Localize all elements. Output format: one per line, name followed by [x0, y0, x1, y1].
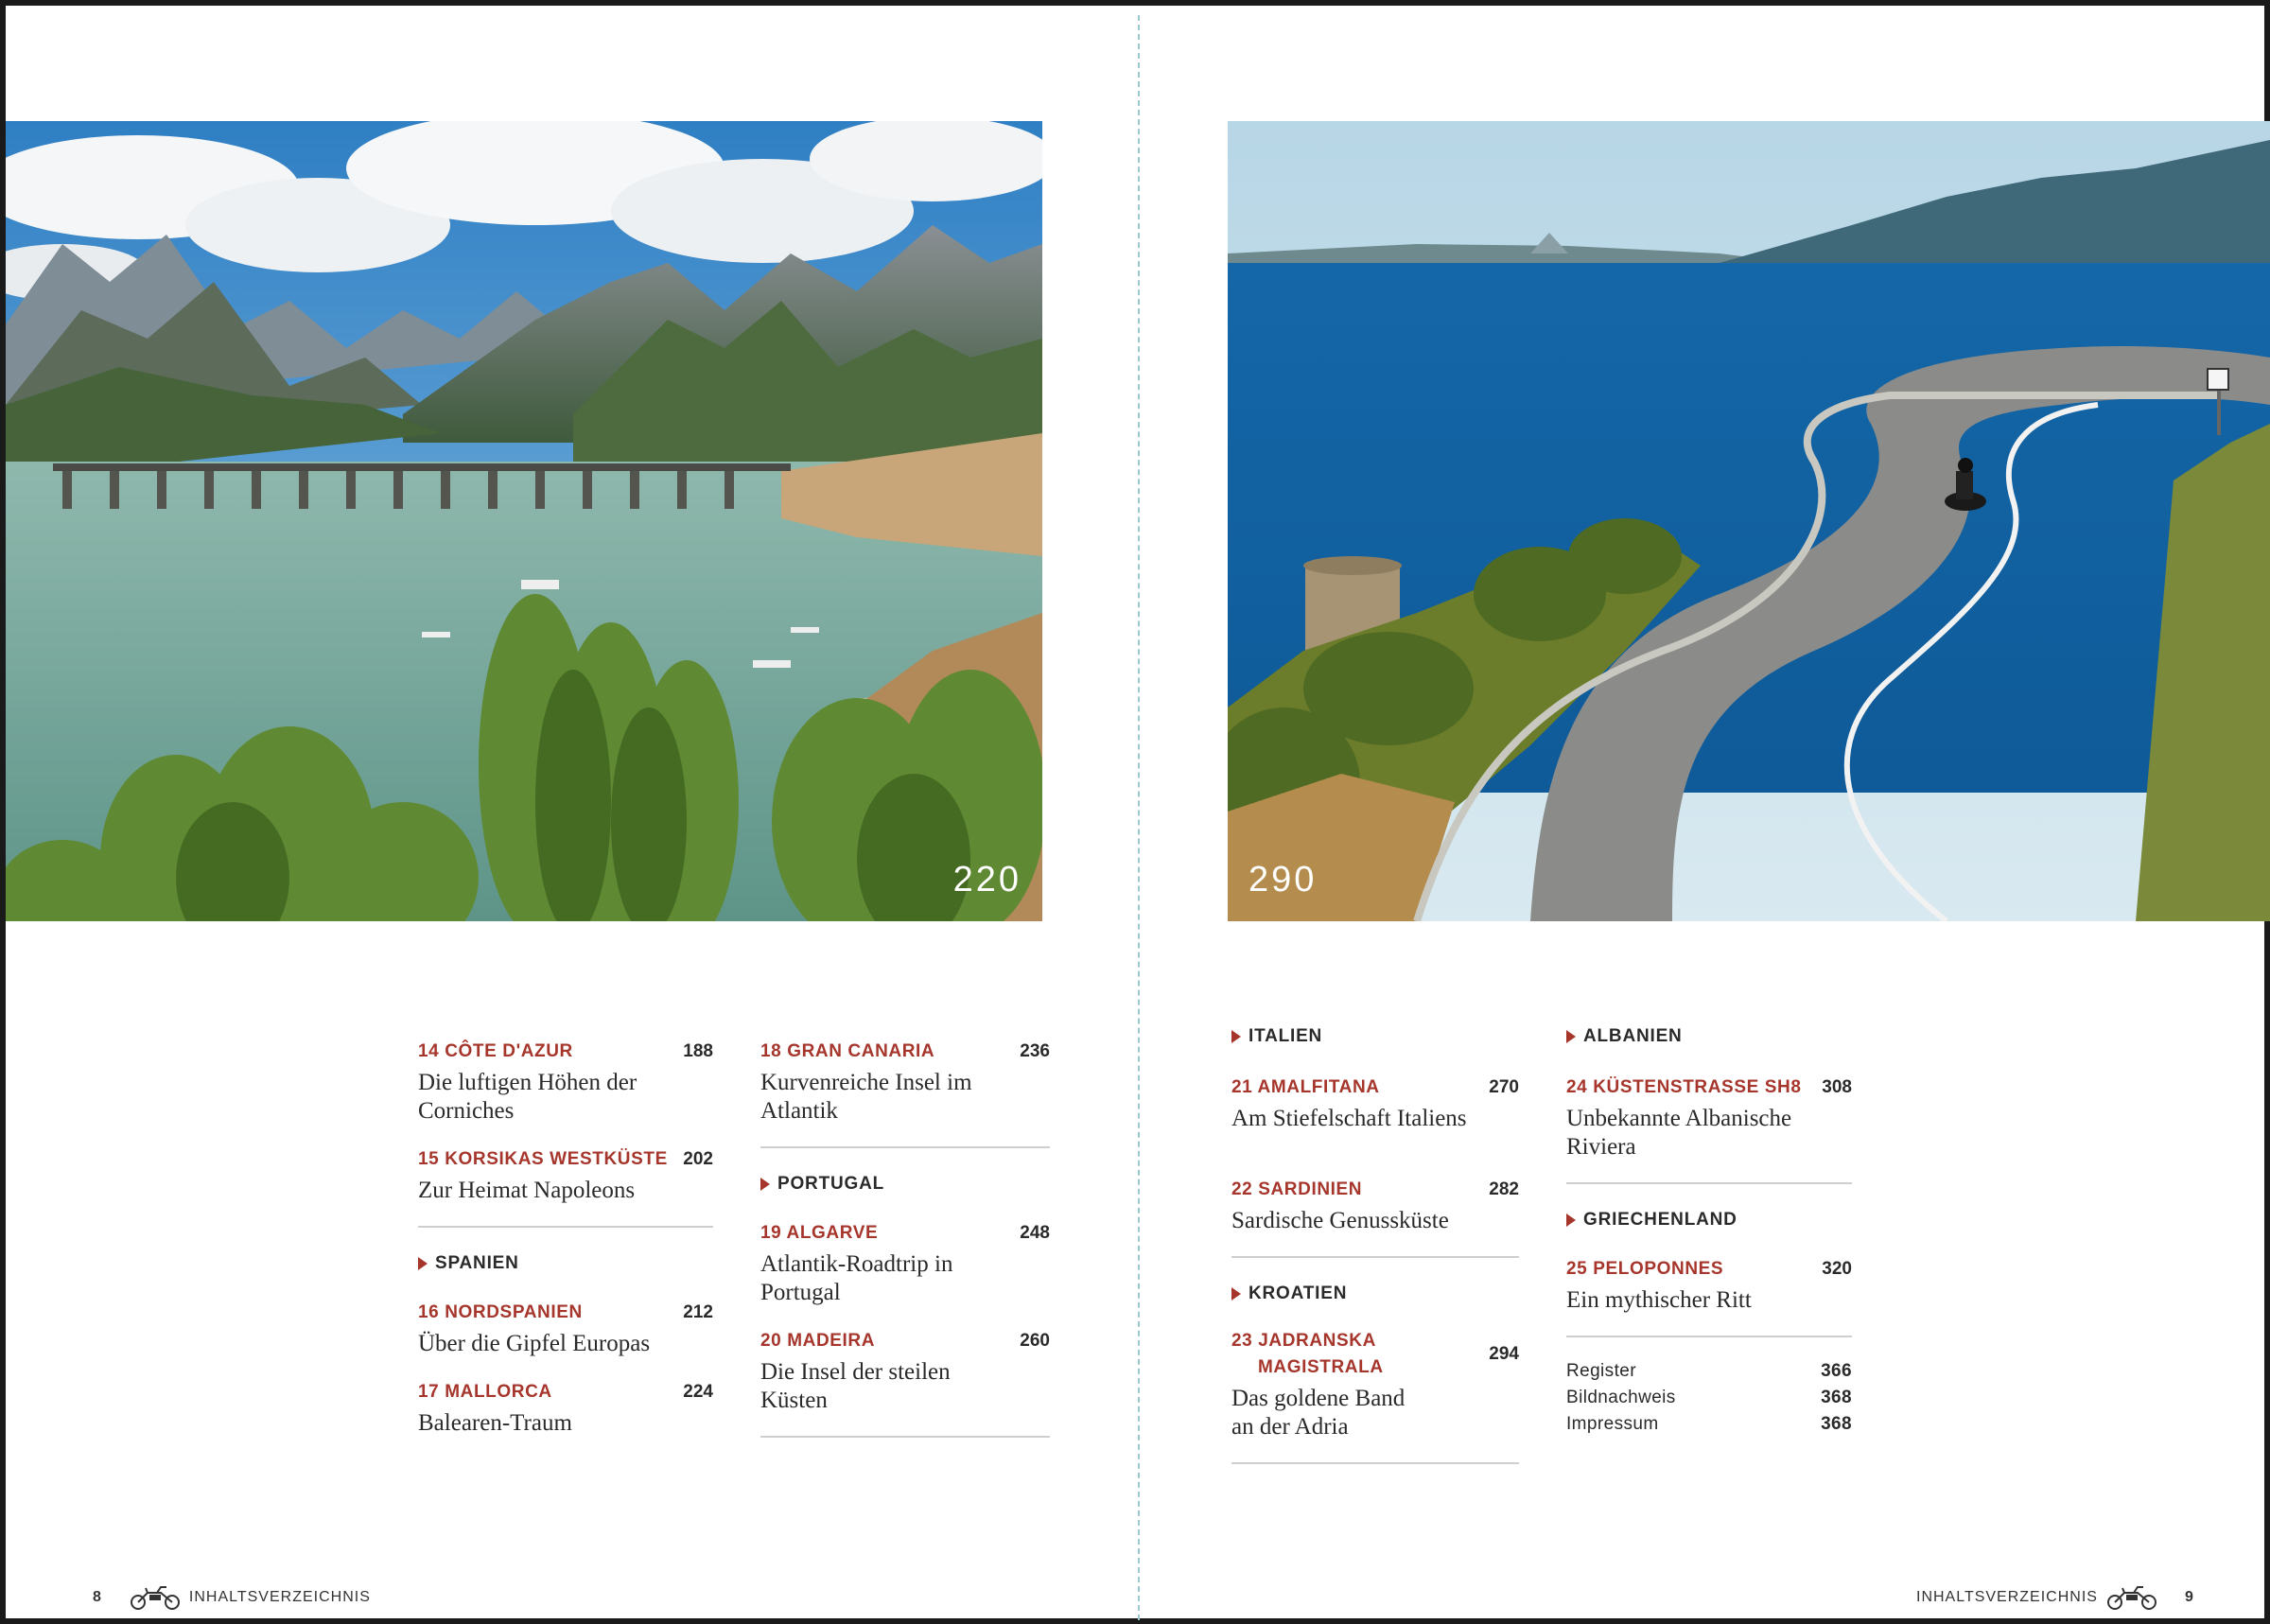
- right-footer: [1916, 1583, 2194, 1612]
- toc-entry-22[interactable]: [1231, 1177, 1519, 1235]
- triangle-right-icon: [1566, 1214, 1576, 1227]
- toc-section-albanien: ALBANIEN: [1566, 1023, 1852, 1050]
- toc-section-kroatien: KROATIEN: [1231, 1281, 1519, 1307]
- divider: [418, 1226, 713, 1228]
- coastal-road-illustration: [1228, 121, 2270, 921]
- toc-entry-page: 308: [1822, 1077, 1852, 1097]
- triangle-right-icon: [760, 1178, 770, 1191]
- divider: [760, 1146, 1050, 1148]
- minor-entry-impressum[interactable]: Impressum 368: [1566, 1414, 1852, 1434]
- toc-entry-subtitle: Die luftigen Höhen der Corniches: [418, 1070, 637, 1124]
- toc-entry-page: 294: [1489, 1344, 1519, 1364]
- gutter-line: [1138, 15, 1140, 1620]
- toc-entry-18[interactable]: [760, 1039, 1050, 1126]
- toc-entry-20[interactable]: [760, 1328, 1050, 1415]
- toc-entry-page: 188: [683, 1041, 713, 1061]
- triangle-right-icon: [1231, 1030, 1241, 1043]
- toc-entry-subtitle: Über die Gipfel Europas: [418, 1331, 651, 1356]
- toc-entry-title: 25 PELOPONNES: [1566, 1259, 1724, 1279]
- divider: [760, 1436, 1050, 1438]
- photo-page-number: 290: [1248, 860, 1318, 899]
- photo-mountain-lake: [6, 121, 1042, 921]
- toc-entry-subtitle: Balearen-Traum: [418, 1410, 572, 1436]
- left-footer: [93, 1583, 371, 1612]
- toc-entry-25[interactable]: [1566, 1256, 1852, 1315]
- triangle-right-icon: [1566, 1030, 1576, 1043]
- toc-entry-subtitle: Kurvenreiche Insel im Atlantik: [760, 1070, 972, 1124]
- minor-entries: [1566, 1358, 1852, 1438]
- toc-entry-page: 320: [1822, 1259, 1852, 1279]
- toc-entry-14[interactable]: [418, 1039, 713, 1126]
- toc-entry-subtitle: Die Insel der steilen Küsten: [760, 1359, 951, 1413]
- toc-entry-title: 20 MADEIRA: [760, 1331, 876, 1351]
- toc-entry-15[interactable]: [418, 1146, 713, 1205]
- triangle-right-icon: [418, 1257, 428, 1270]
- toc-entry-page: 260: [1020, 1331, 1050, 1351]
- toc-section-griechenland: GRIECHENLAND: [1566, 1207, 1852, 1233]
- toc-entry-subtitle: Sardische Genussküste: [1231, 1208, 1449, 1233]
- toc-entry-24[interactable]: [1566, 1074, 1852, 1161]
- toc-entry-title: 18 GRAN CANARIA: [760, 1041, 935, 1061]
- toc-entry-subtitle: Am Stiefelschaft Italiens: [1231, 1106, 1467, 1131]
- toc-entry-title: 14 CÔTE D'AZUR: [418, 1041, 573, 1061]
- motorcycle-icon: [2105, 1583, 2158, 1612]
- toc-entry-16[interactable]: [418, 1300, 713, 1358]
- toc-entry-title: 22 SARDINIEN: [1231, 1179, 1363, 1199]
- toc-entry-subtitle: Atlantik-Roadtrip in Portugal: [760, 1251, 953, 1305]
- toc-entry-title: 15 KORSIKAS WESTKÜSTE: [418, 1149, 668, 1169]
- divider: [1566, 1182, 1852, 1184]
- toc-entry-subtitle: Zur Heimat Napoleons: [418, 1178, 636, 1203]
- triangle-right-icon: [1231, 1287, 1241, 1301]
- page-number: 8: [93, 1589, 102, 1605]
- toc-section-italien: ITALIEN: [1231, 1023, 1519, 1050]
- toc-entry-page: 282: [1489, 1179, 1519, 1199]
- toc-entry-19[interactable]: [760, 1220, 1050, 1307]
- toc-entry-page: 212: [683, 1302, 713, 1322]
- photo-coastal-road: [1228, 121, 2270, 921]
- divider: [1566, 1336, 1852, 1337]
- toc-section-portugal: PORTUGAL: [760, 1171, 1050, 1197]
- toc-entry-23[interactable]: [1231, 1328, 1519, 1441]
- toc-entry-page: 236: [1020, 1041, 1050, 1061]
- toc-section-spanien: SPANIEN: [418, 1250, 713, 1277]
- footer-label: INHALTSVERZEICHNIS: [188, 1589, 371, 1605]
- toc-entry-17[interactable]: [418, 1379, 713, 1438]
- toc-entry-page: 202: [683, 1149, 713, 1169]
- toc-entry-title: 17 MALLORCA: [418, 1382, 552, 1402]
- toc-entry-subtitle: Ein mythischer Ritt: [1566, 1287, 1752, 1313]
- left-toc-column-1: [418, 1039, 713, 1438]
- photo-page-number: 220: [952, 860, 1022, 899]
- toc-entry-page: 270: [1489, 1077, 1519, 1097]
- divider: [1231, 1256, 1519, 1258]
- divider: [1231, 1462, 1519, 1464]
- minor-entry-register[interactable]: Register 366: [1566, 1361, 1852, 1381]
- footer-label: INHALTSVERZEICHNIS: [1916, 1589, 2098, 1605]
- toc-entry-title: 19 ALGARVE: [760, 1223, 879, 1243]
- toc-entry-title: 24 KÜSTENSTRASSE SH8: [1566, 1077, 1802, 1097]
- right-toc-column-2: [1566, 1023, 1852, 1438]
- toc-entry-page: 248: [1020, 1223, 1050, 1243]
- toc-entry-title: 16 NORDSPANIEN: [418, 1302, 583, 1322]
- toc-entry-title: 21 AMALFITANA: [1231, 1077, 1380, 1097]
- toc-entry-21[interactable]: [1231, 1074, 1519, 1133]
- minor-entry-bildnachweis[interactable]: Bildnachweis 368: [1566, 1388, 1852, 1407]
- mountain-lake-illustration: [6, 121, 1042, 921]
- page-number: 9: [2184, 1589, 2194, 1605]
- motorcycle-icon: [129, 1583, 182, 1612]
- left-toc-column-2: [760, 1039, 1050, 1438]
- toc-entry-title: 23 JADRANSKA MAGISTRALA: [1231, 1331, 1384, 1377]
- toc-entry-subtitle: Das goldene Band an der Adria: [1231, 1386, 1406, 1440]
- toc-entry-page: 224: [683, 1382, 713, 1402]
- right-toc-column-1: [1231, 1023, 1519, 1464]
- toc-entry-subtitle: Unbekannte Albanische Riviera: [1566, 1106, 1792, 1160]
